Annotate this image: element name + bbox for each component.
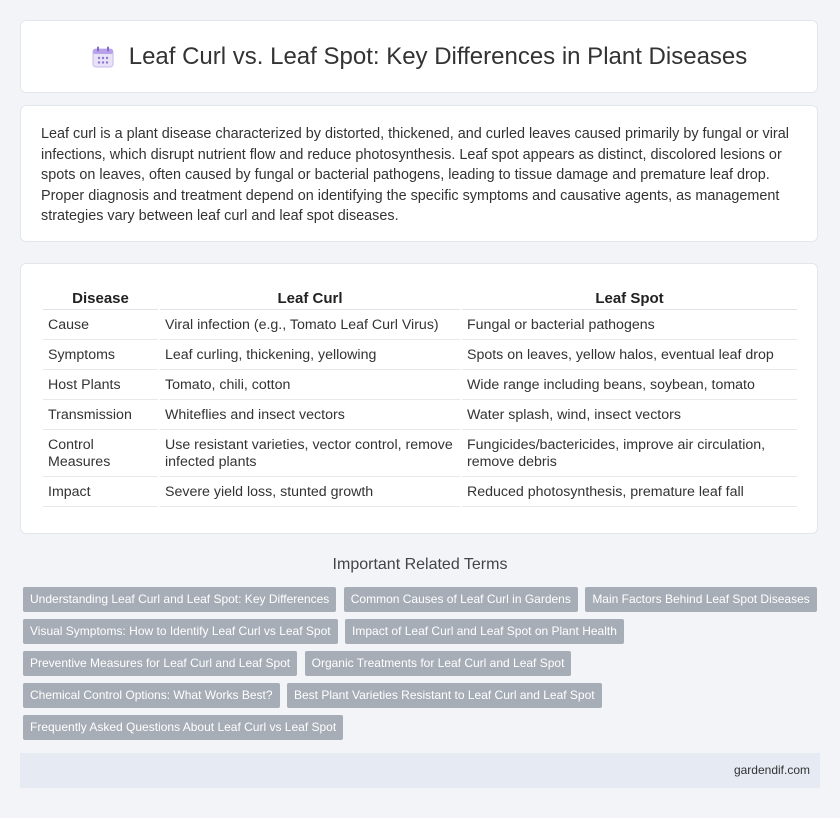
related-term-link[interactable]: Main Factors Behind Leaf Spot Diseases [585,587,816,612]
related-term-link[interactable]: Understanding Leaf Curl and Leaf Spot: Key Differences [23,587,336,612]
table-row [43,479,797,507]
table-cell: Symptoms [43,342,158,370]
page-title: Leaf Curl vs. Leaf Spot: Key Differences in Plant Diseases [128,42,748,70]
related-term-link[interactable]: Preventive Measures for Leaf Curl and Leaf Spot [23,651,297,676]
related-terms-list [23,587,823,747]
column-header: Disease [43,286,158,310]
table-cell: Transmission [43,402,158,430]
intro-card [20,105,818,242]
column-header: Leaf Spot [462,286,797,310]
table-row [43,342,797,370]
table-cell: Leaf curling, thickening, yellowing [160,342,460,370]
related-term-link[interactable]: Visual Symptoms: How to Identify Leaf Curl vs Leaf Spot [23,619,338,644]
table-cell: Viral infection (e.g., Tomato Leaf Curl Virus) [160,312,460,340]
table-cell: Water splash, wind, insect vectors [462,402,797,430]
table-cell: Impact [43,479,158,507]
table-cell: Severe yield loss, stunted growth [160,479,460,507]
table-row [43,312,797,340]
table-cell: Cause [43,312,158,340]
table-header-row [43,286,797,310]
related-term-link[interactable]: Impact of Leaf Curl and Leaf Spot on Plant Health [345,619,624,644]
comparison-card [20,263,818,534]
related-term-link[interactable]: Best Plant Varieties Resistant to Leaf Curl and Leaf Spot [287,683,602,708]
related-terms-heading: Important Related Terms [332,556,508,573]
table-cell: Fungicides/bactericides, improve air circulation, remove debris [462,432,797,477]
table-cell: Control Measures [43,432,158,477]
table-row [43,402,797,430]
table-row [43,432,797,477]
calendar-icon [91,45,115,69]
table-cell: Fungal or bacterial pathogens [462,312,797,340]
comparison-table [41,284,799,509]
column-header: Leaf Curl [160,286,460,310]
footer [20,753,820,788]
table-cell: Reduced photosynthesis, premature leaf fall [462,479,797,507]
table-cell: Host Plants [43,372,158,400]
related-term-link[interactable]: Organic Treatments for Leaf Curl and Leaf Spot [305,651,572,676]
table-cell: Spots on leaves, yellow halos, eventual leaf drop [462,342,797,370]
table-cell: Whiteflies and insect vectors [160,402,460,430]
related-term-link[interactable]: Common Causes of Leaf Curl in Gardens [344,587,578,612]
table-row [43,372,797,400]
table-cell: Use resistant varieties, vector control, remove infected plants [160,432,460,477]
table-cell: Tomato, chili, cotton [160,372,460,400]
intro-text: Leaf curl is a plant disease characterized by distorted, thickened, and curled leaves caused primarily by fungal or viral infections, which disrupt nutrient flow and reduce photosynthesis. Leaf spot appears as distinct, discolored lesions or spots on leaves, often caused by fungal or bacterial pathogens, leading to tissue damage and premature leaf drop. Proper diagnosis and treatment depend on identifying the specific symptoms and causative agents, as management strategies vary between leaf curl and leaf spot diseases. [41,126,789,224]
page-header [20,20,818,93]
related-term-link[interactable]: Frequently Asked Questions About Leaf Curl vs Leaf Spot [23,715,343,740]
site-name[interactable]: gardendif.com [733,763,810,777]
table-cell: Wide range including beans, soybean, tomato [462,372,797,400]
related-term-link[interactable]: Chemical Control Options: What Works Best? [23,683,280,708]
